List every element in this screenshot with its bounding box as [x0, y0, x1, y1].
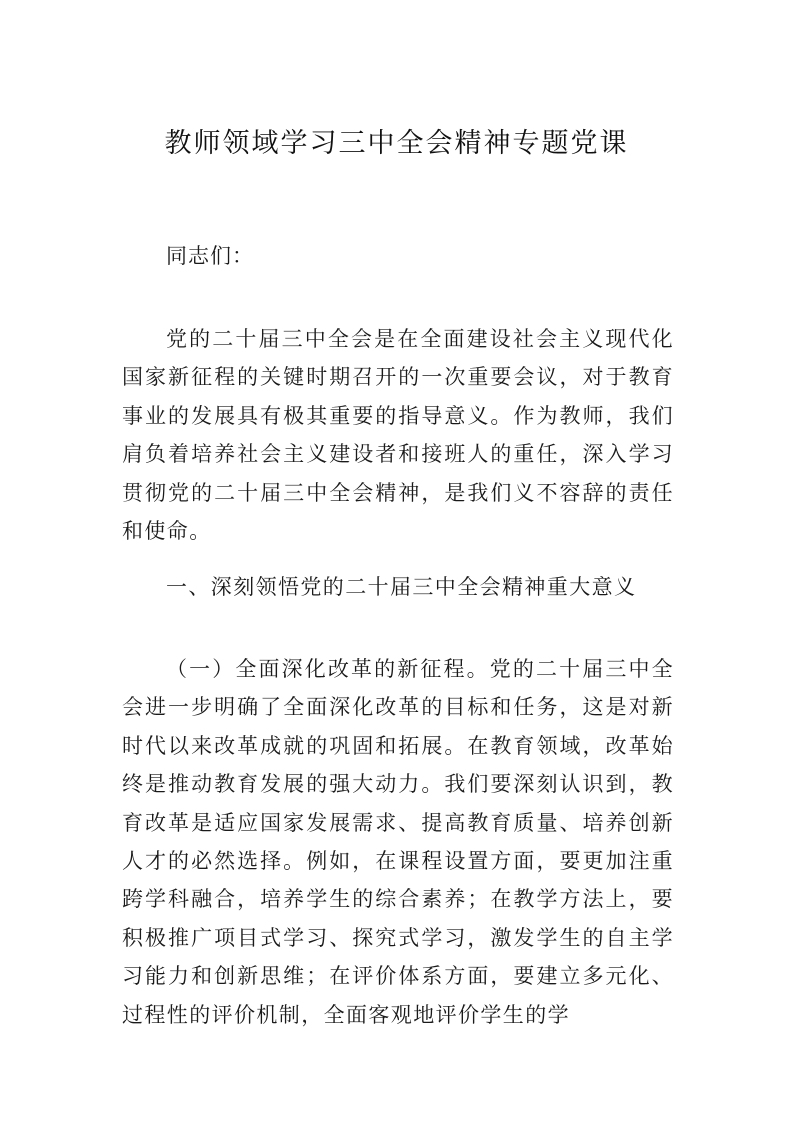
greeting: 同志们：: [166, 244, 254, 268]
paragraph-intro: 党的二十届三中全会是在全面建设社会主义现代化国家新征程的关键时期召开的一次重要会议，对于教育事业的发展具有极其重要的指导意义。作为教师，我们肩负着培养社会主义建设者和接班人的重任，深入学习贯彻党的二十届三中全会精神，是我们义不容辞的责任和使命。: [122, 327, 674, 544]
document-title: 教师领域学习三中全会精神专题党课: [164, 128, 629, 159]
paragraph-section-1-1: （一）全面深化改革的新征程。党的二十届三中全会进一步明确了全面深化改革的目标和任务，这是对新时代以来改革成就的巩固和拓展。在教育领域，改革始终是推动教育发展的强大动力。我们要深刻认识到，教育改革是适应国家发展需求、提高教育质量、培养创新人才的必然选择。例如，在课程设置方面，要更加注重跨学科融合，培养学生的综合素养；在教学方法上，要积极推广项目式学习、探究式学习，激发学生的自主学习能力和创新思维；在评价体系方面，要建立多元化、过程性的评价机制，全面客观地评价学生的学: [122, 657, 674, 1027]
section-heading: 一、深刻领悟党的二十届三中全会精神重大意义: [166, 575, 637, 599]
